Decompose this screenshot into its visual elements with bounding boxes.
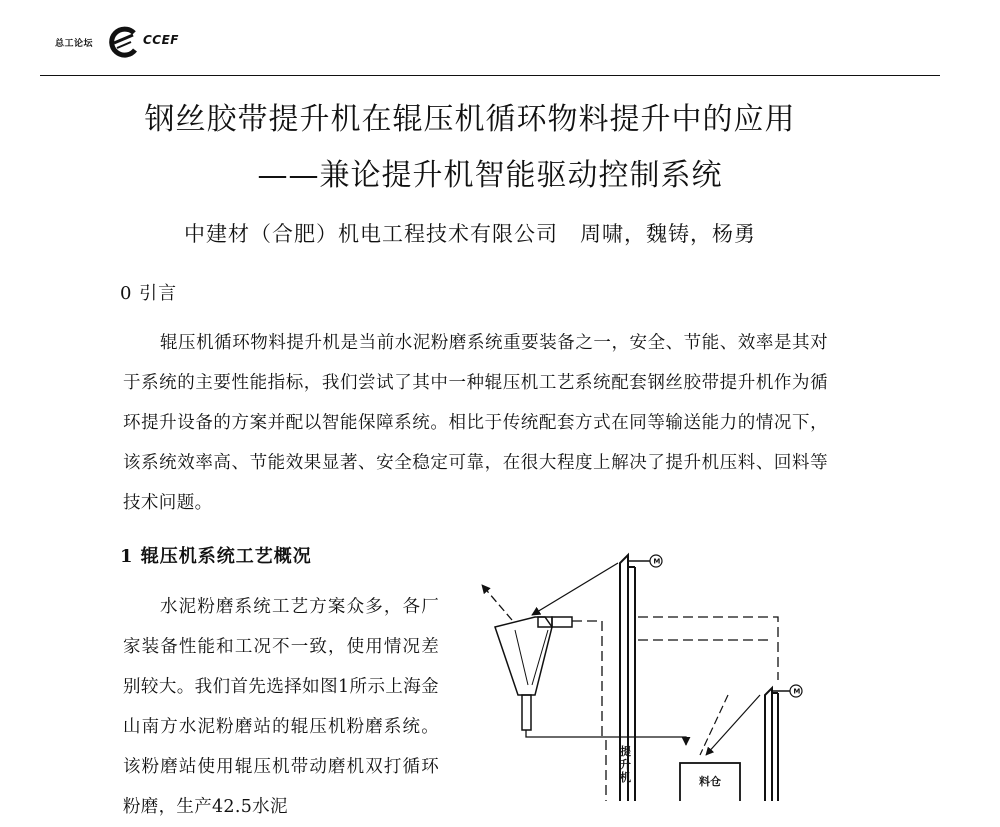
figure-1-process-diagram [460, 545, 840, 801]
elevator-label: 提升机 [618, 745, 632, 785]
separator [495, 617, 572, 730]
bin-label: 料仓 [699, 775, 721, 788]
author-affiliation: 中建材（合肥）机电工程技术有限公司 [184, 222, 558, 246]
paper-title: 钢丝胶带提升机在辊压机循环物料提升中的应用 [144, 102, 796, 137]
ccef-logo [55, 20, 185, 65]
elevator-motor-label: M [653, 557, 661, 566]
intro-heading: 0 引言 [120, 283, 178, 304]
logo-right-text: CCEF [143, 33, 180, 47]
process-diagram-svg [460, 545, 840, 801]
aux-motor-label: M [793, 687, 801, 696]
auxiliary-elevator [765, 688, 790, 801]
paper-subtitle: ——兼论提升机智能驱动控制系统 [257, 158, 723, 193]
section-1-heading: 1 辊压机系统工艺概况 [120, 546, 312, 567]
aux-to-bin-arrow [706, 695, 760, 755]
intro-paragraph: 辊压机循环物料提升机是当前水泥粉磨系统重要装备之一，安全、节能、效率是其对于系统的主要性能指标，我们尝试了其中一种辊压机工艺系统配套钢丝胶带提升机作为循环提升设备的方案并配以智能保障系统。相比于传统配套方式在同等输送能力的情况下，该系统效率高、节能效果显著、安全稳定可靠，在很大程度上解决了提升机压料、回料等技术问题。 [123, 333, 828, 513]
header-rule [40, 75, 940, 76]
ccef-logo-icon [107, 26, 141, 58]
logo-left-text: 总工论坛 [55, 39, 94, 49]
product-out-arrow [482, 585, 512, 620]
feed-to-separator-arrow [532, 563, 618, 615]
section-1-paragraph: 水泥粉磨系统工艺方案众多，各厂家装备性能和工况不一致，使用情况差别较大。我们首先选择如图1所示上海金山南方水泥粉磨站的辊压机粉磨系统。该粉磨站使用辊压机带动磨机双打循环粉磨，生产42.5水泥 [123, 597, 439, 817]
return-line [572, 621, 602, 740]
author-line [0, 220, 940, 248]
dashed-loop-top [638, 617, 778, 680]
author-names: 周啸，魏铸，杨勇 [580, 222, 756, 246]
